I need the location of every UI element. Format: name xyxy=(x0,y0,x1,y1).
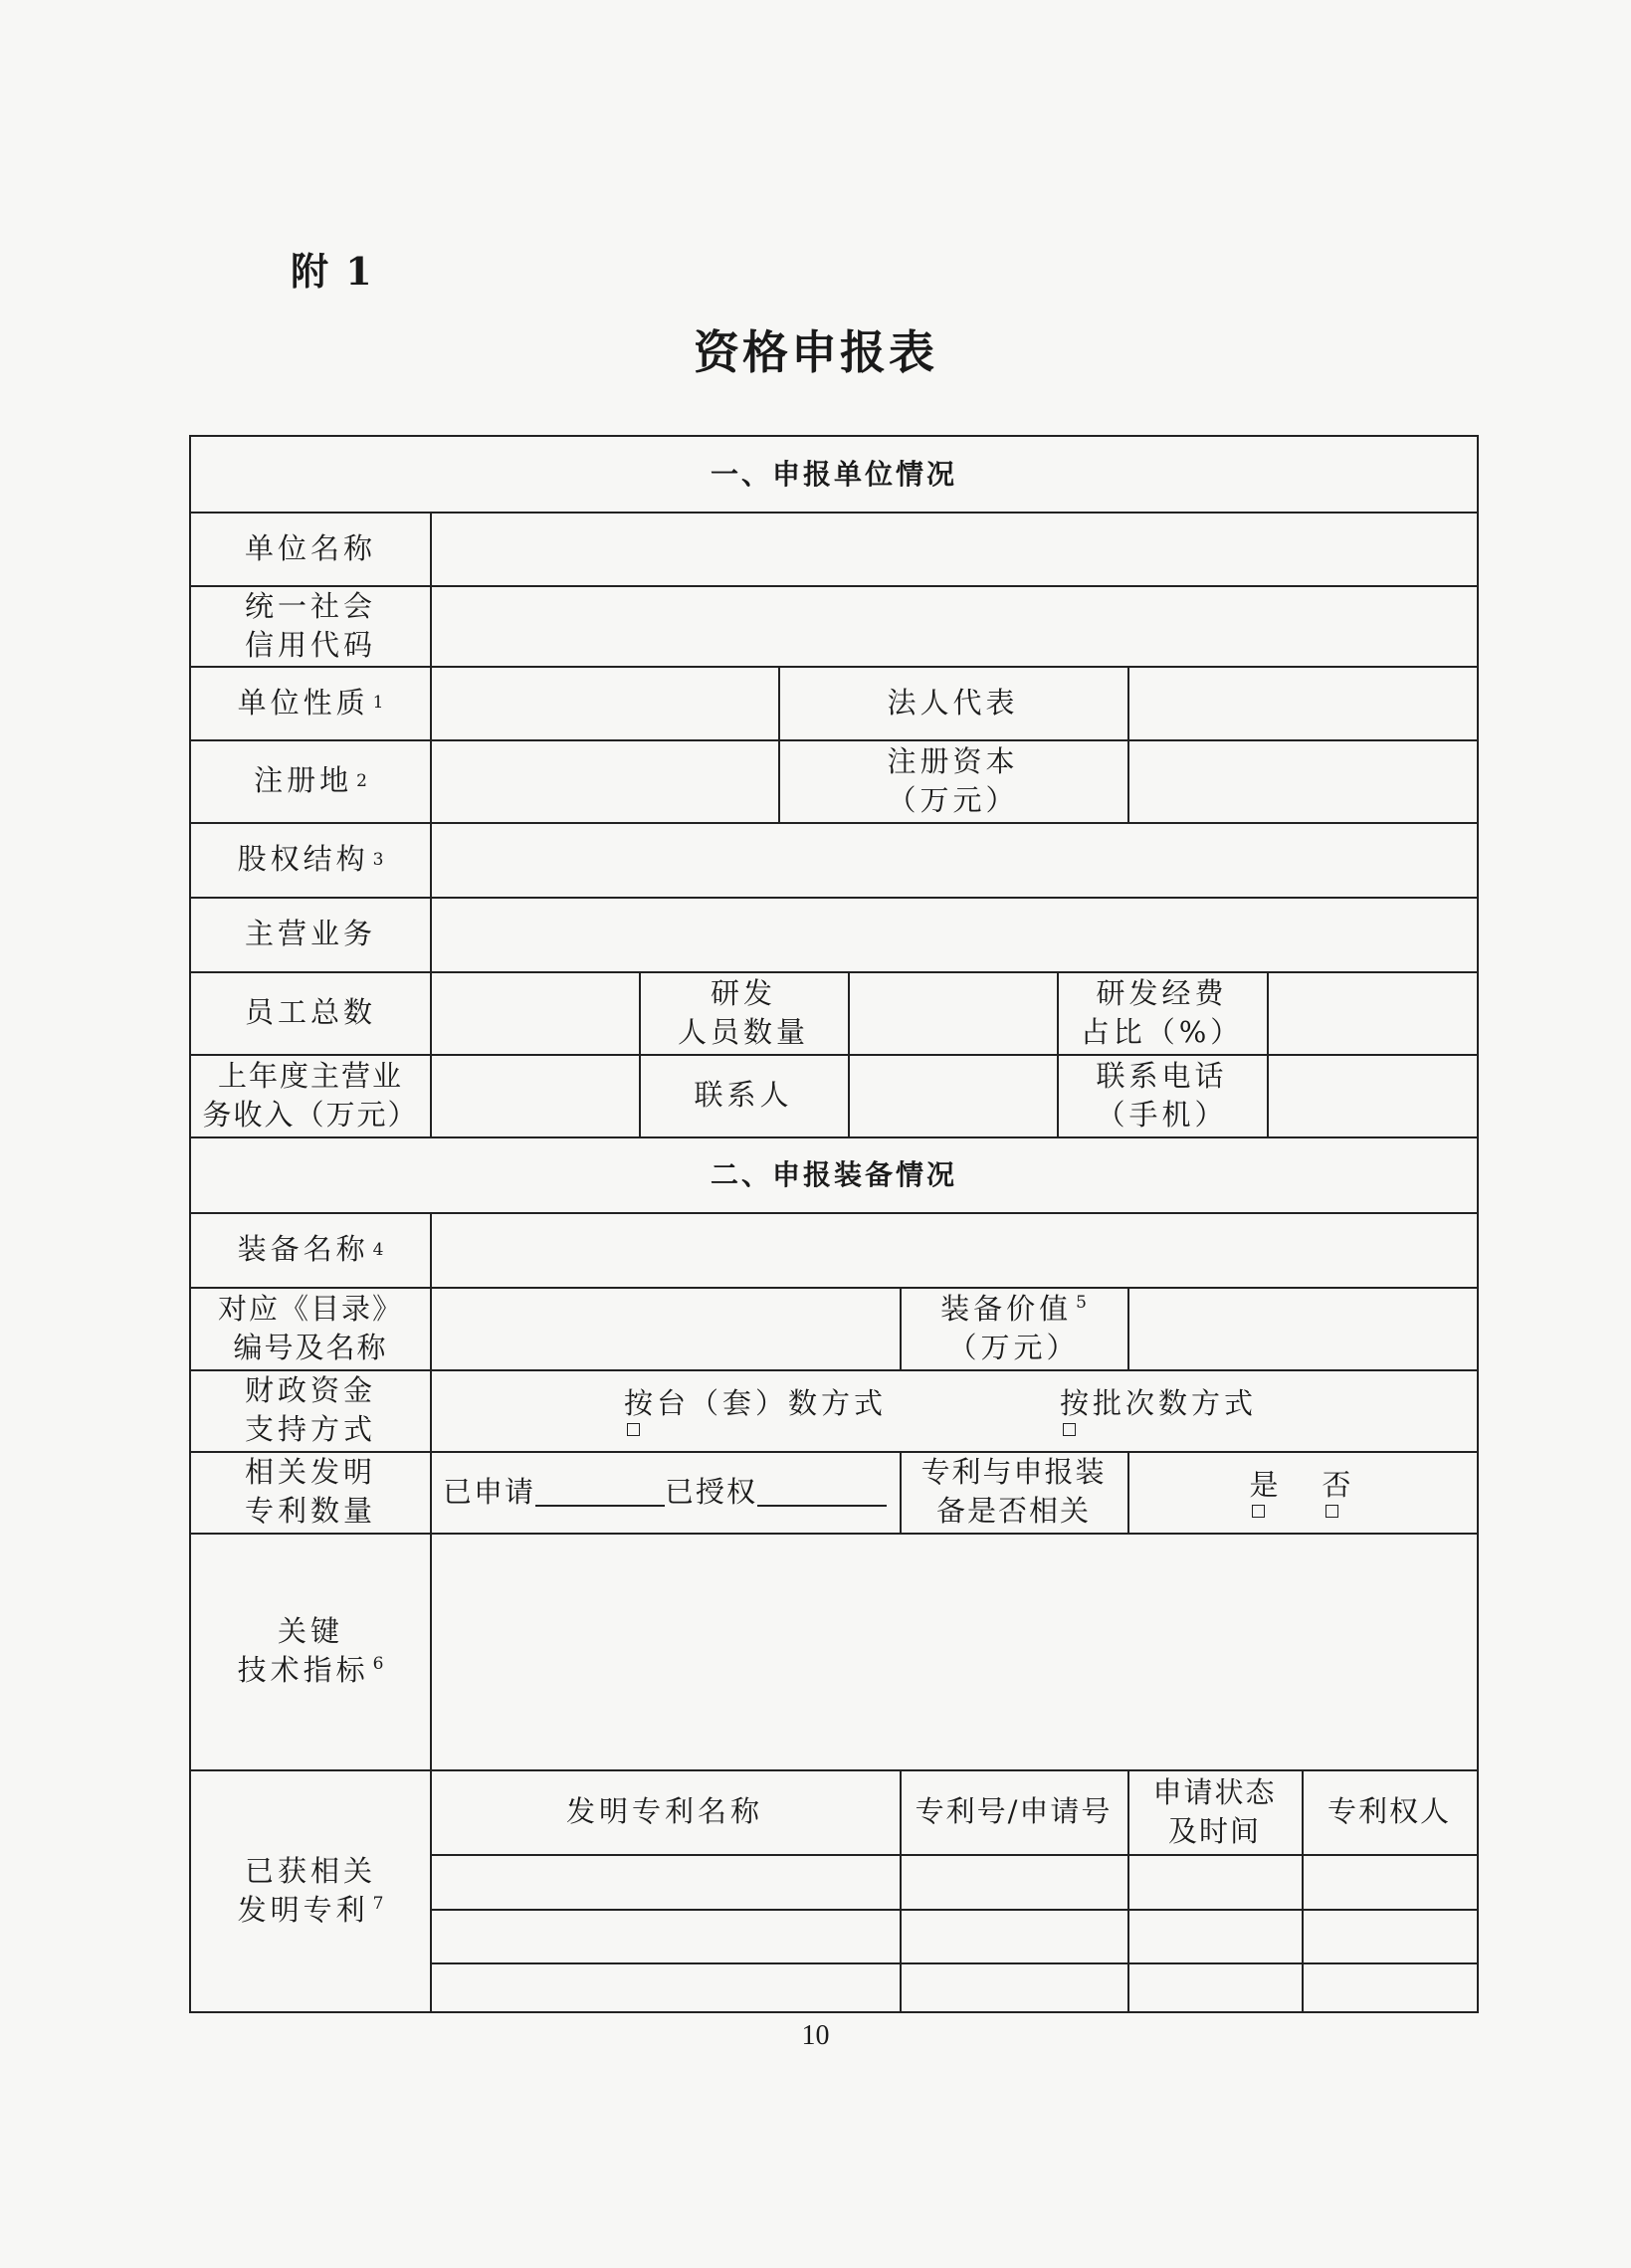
label-rd-ratio: 研发经费 占比（%） xyxy=(1080,975,1244,1049)
field-key-tech[interactable] xyxy=(430,1533,1477,1769)
option-yes[interactable]: 是 xyxy=(1249,1466,1282,1518)
option-by-batch[interactable]: 按批次数方式 xyxy=(1060,1384,1257,1436)
field-rd-ratio[interactable] xyxy=(1267,971,1477,1054)
field-equip-name[interactable] xyxy=(430,1212,1477,1287)
option-by-unit[interactable]: 按台（套）数方式 xyxy=(624,1384,887,1436)
label-reg-place: 注册地 2 xyxy=(254,763,367,797)
label-contact: 联系人 xyxy=(694,1078,793,1112)
label-obtained-patents: 已获相关 发明专利 $^7$ xyxy=(237,1853,384,1927)
col-status: 申请状态 及时间 xyxy=(1152,1774,1277,1848)
attachment-label: 附 1 xyxy=(291,249,374,294)
field-equity[interactable] xyxy=(430,822,1477,897)
label-patent-related: 专利与申报装 备是否相关 xyxy=(920,1455,1107,1528)
field-contact[interactable] xyxy=(848,1054,1057,1136)
field-credit-code[interactable] xyxy=(430,585,1477,666)
field-catalog[interactable] xyxy=(430,1287,900,1369)
label-credit-code: 统一社会 信用代码 xyxy=(244,588,376,662)
col-holder: 专利权人 xyxy=(1326,1794,1451,1828)
section-2-title: 二、申报装备情况 xyxy=(710,1157,957,1191)
label-rd-staff: 研发 人员数量 xyxy=(677,975,809,1049)
label-patent-count: 相关发明 专利数量 xyxy=(244,1455,376,1528)
label-equip-value: 装备价值 $^5$ （万元） xyxy=(940,1291,1087,1364)
application-form-table xyxy=(189,435,1479,2013)
label-reg-capital: 注册资本 （万元） xyxy=(887,743,1019,817)
field-phone[interactable] xyxy=(1267,1054,1477,1136)
granted-count-blank[interactable] xyxy=(757,1477,887,1507)
field-unit-type[interactable] xyxy=(430,666,778,739)
label-catalog: 对应《目录》 编号及名称 xyxy=(217,1291,403,1364)
label-unit-type: 单位性质 1 xyxy=(237,685,384,720)
col-patent-name: 发明专利名称 xyxy=(565,1794,763,1828)
label-revenue: 上年度主营业 务收入（万元） xyxy=(202,1058,419,1132)
patent-row[interactable] xyxy=(430,1909,1477,1962)
patent-row[interactable] xyxy=(430,1962,1477,2011)
label-funding: 财政资金 支持方式 xyxy=(244,1373,376,1446)
patent-related-options xyxy=(1127,1451,1477,1533)
field-reg-capital[interactable] xyxy=(1127,739,1477,822)
field-legal-rep[interactable] xyxy=(1127,666,1477,739)
field-unit-name[interactable] xyxy=(430,512,1477,585)
field-rd-staff[interactable] xyxy=(848,971,1057,1054)
option-no[interactable]: 否 xyxy=(1323,1466,1355,1518)
field-business[interactable] xyxy=(430,897,1477,971)
label-phone: 联系电话 （手机） xyxy=(1096,1058,1228,1132)
label-employees: 员工总数 xyxy=(244,995,376,1029)
field-reg-place[interactable] xyxy=(430,739,778,822)
field-equip-value[interactable] xyxy=(1127,1287,1477,1369)
col-patent-no: 专利号/申请号 xyxy=(915,1794,1113,1828)
label-key-tech: 关键 技术指标 $^6$ xyxy=(237,1614,384,1687)
yes-checkbox[interactable] xyxy=(1252,1505,1265,1518)
form-title: 资格申报表 xyxy=(694,325,937,379)
by-unit-checkbox[interactable] xyxy=(627,1423,640,1436)
page-number: 10 xyxy=(801,2020,830,2051)
field-revenue[interactable] xyxy=(430,1054,639,1136)
label-legal-rep: 法人代表 xyxy=(887,685,1019,720)
patent-row[interactable] xyxy=(430,1854,1477,1909)
label-equity: 股权结构 3 xyxy=(237,842,384,876)
label-unit-name: 单位名称 xyxy=(244,530,376,565)
label-business: 主营业务 xyxy=(244,917,376,950)
by-batch-checkbox[interactable] xyxy=(1063,1423,1076,1436)
funding-options xyxy=(430,1369,1477,1451)
no-checkbox[interactable] xyxy=(1325,1505,1338,1518)
field-employees[interactable] xyxy=(430,971,639,1054)
label-equip-name: 装备名称 4 xyxy=(237,1232,384,1266)
section-1-title: 一、申报单位情况 xyxy=(710,458,957,491)
applied-count-blank[interactable] xyxy=(535,1477,665,1507)
field-patent-count: 已申请 已授权 xyxy=(430,1451,900,1533)
